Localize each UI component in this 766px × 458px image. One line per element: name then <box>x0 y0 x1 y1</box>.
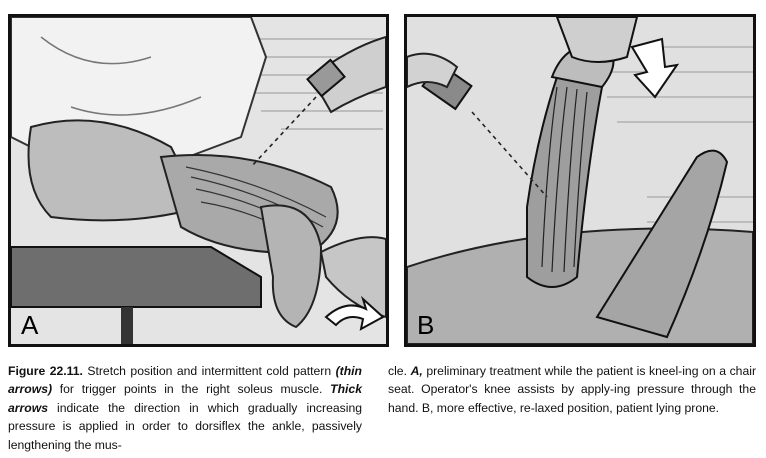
caption-text: for trigger points in the right soleus muscle. <box>52 382 331 397</box>
caption-text: Stretch position and intermittent cold pattern <box>82 364 336 378</box>
caption-text: indicate the direction in which gradually increasing pressure is applied in order to dorsiflex the ankle, passively lengthening the mus- <box>8 400 362 452</box>
figure-caption-right <box>388 362 756 417</box>
figure-caption-left <box>8 362 362 454</box>
caption-thin-arrows: (thin arrows) <box>8 364 362 397</box>
figure-label: Figure 22.11. <box>8 364 83 378</box>
prone-stretch-drawing <box>407 17 753 344</box>
illustration-panel-a <box>8 14 389 347</box>
illustration-panel-b <box>404 14 756 347</box>
panel-a-letter: A <box>21 310 39 340</box>
kneeling-stretch-drawing <box>11 17 386 344</box>
panel-b-letter: B <box>417 310 435 340</box>
caption-text: cle. <box>388 364 411 378</box>
caption-thick-arrows: Thick arrows <box>8 382 362 415</box>
caption-a-italic: A, <box>410 364 423 378</box>
caption-text: preliminary treatment while the patient is kneel-ing on a chair seat. Operator's knee assists by apply-ing pressure through the hand. B, more effective, re-laxed position, patient lying prone. <box>388 364 756 415</box>
